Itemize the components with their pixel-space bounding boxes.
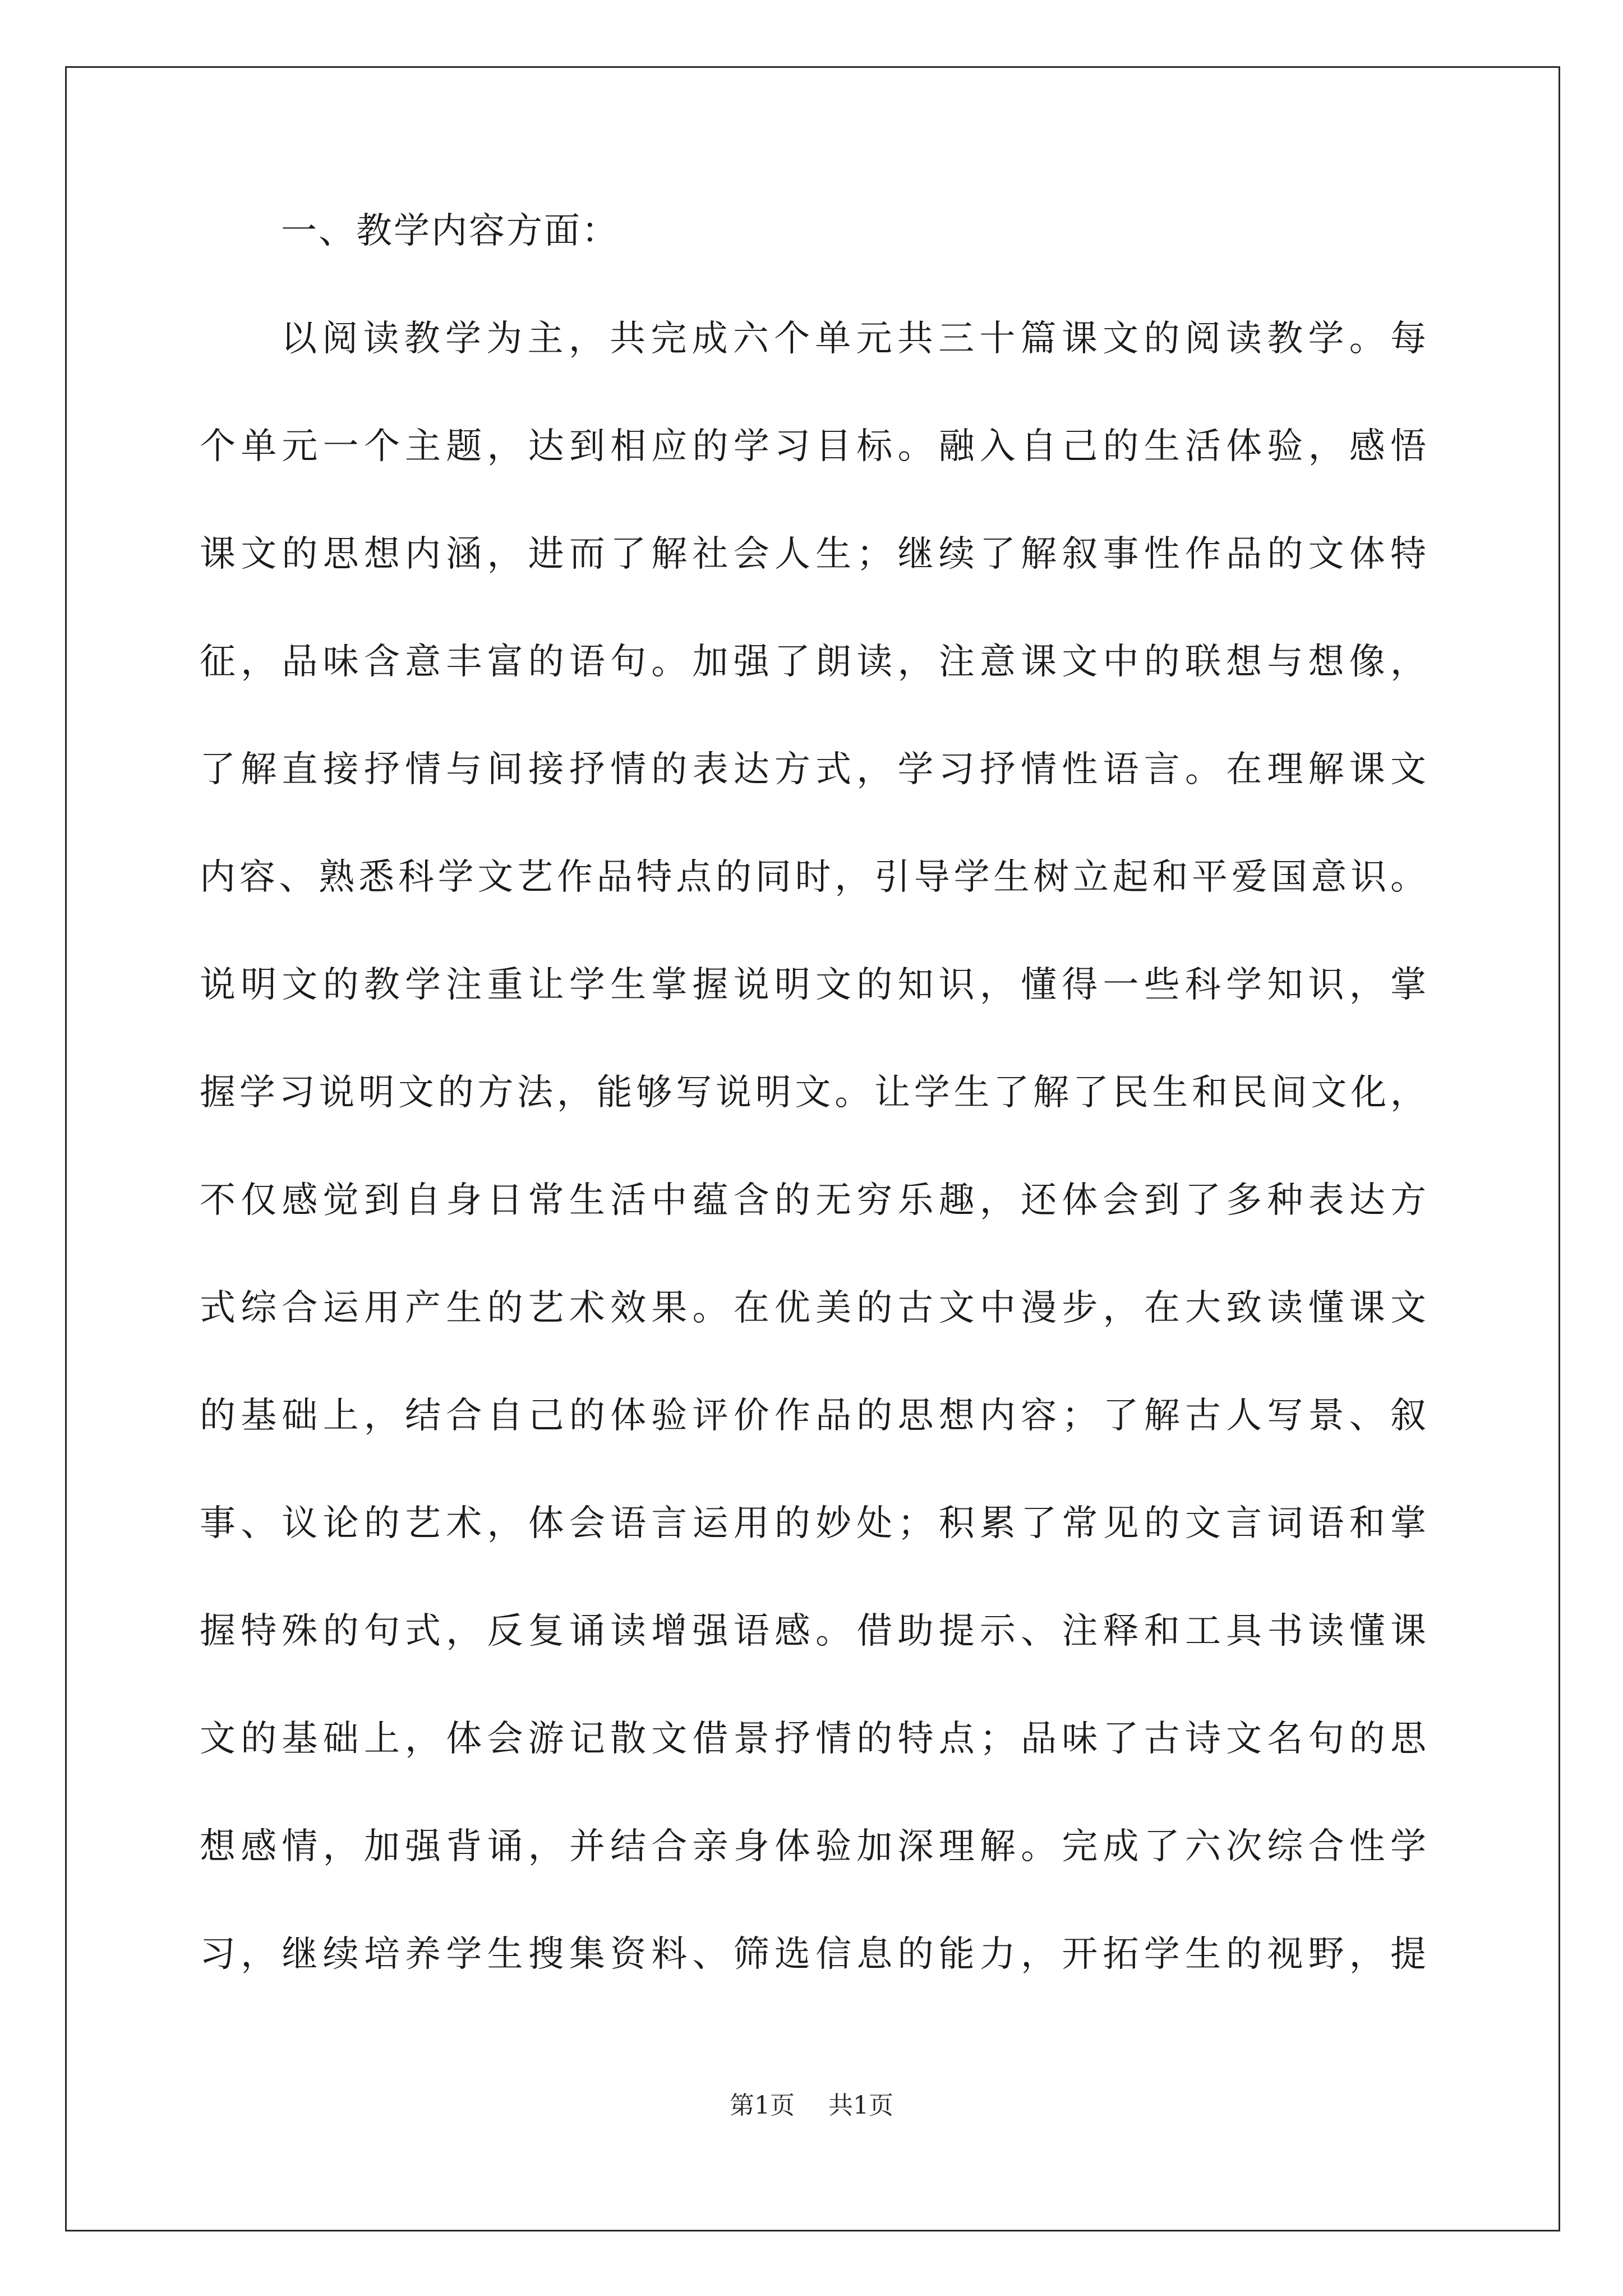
paragraph-line: 了解直接抒情与间接抒情的表达方式，学习抒情性语言。在理解课文 [200,749,1428,790]
paragraph-line: 内容、熟悉科学文艺作品特点的同时，引导学生树立起和平爱国意识。 [200,857,1428,898]
document-body [200,210,1428,2044]
paragraph-line: 个单元一个主题，达到相应的学习目标。融入自己的生活体验，感悟 [200,426,1428,467]
paragraph-line: 说明文的教学注重让学生掌握说明文的知识，懂得一些科学知识，掌 [200,964,1428,1006]
paragraph-line: 课文的思想内涵，进而了解社会人生；继续了解叙事性作品的文体特 [200,533,1428,575]
paragraph-line: 想感情，加强背诵，并结合亲身体验加深理解。完成了六次综合性学 [200,1826,1428,1867]
paragraph-line: 握学习说明文的方法，能够写说明文。让学生了解了民生和民间文化， [200,1072,1428,1114]
paragraph-line: 征，品味含意丰富的语句。加强了朗读，注意课文中的联想与想像， [200,641,1428,683]
page-number: 第1页 [730,2091,795,2120]
paragraph-line: 以阅读教学为主，共完成六个单元共三十篇课文的阅读教学。每 [281,318,1428,360]
page-total: 共1页 [828,2091,893,2120]
paragraph-line: 的基础上，结合自己的体验评价作品的思想内容；了解古人写景、叙 [200,1395,1428,1437]
paragraph-line: 不仅感觉到自身日常生活中蕴含的无穷乐趣，还体会到了多种表达方 [200,1180,1428,1221]
page-footer [0,2093,1623,2118]
paragraph-line: 习，继续培养学生搜集资料、筛选信息的能力，开拓学生的视野，提 [200,1934,1428,1975]
paragraph-line: 式综合运用产生的艺术效果。在优美的古文中漫步，在大致读懂课文 [200,1287,1428,1329]
paragraph-line: 文的基础上，体会游记散文借景抒情的特点；品味了古诗文名句的思 [200,1718,1428,1760]
paragraph-line: 事、议论的艺术，体会语言运用的妙处；积累了常见的文言词语和掌 [200,1503,1428,1544]
section-heading: 一、教学内容方面： [281,210,619,252]
paragraph-line: 握特殊的句式，反复诵读增强语感。借助提示、注释和工具书读懂课 [200,1611,1428,1652]
